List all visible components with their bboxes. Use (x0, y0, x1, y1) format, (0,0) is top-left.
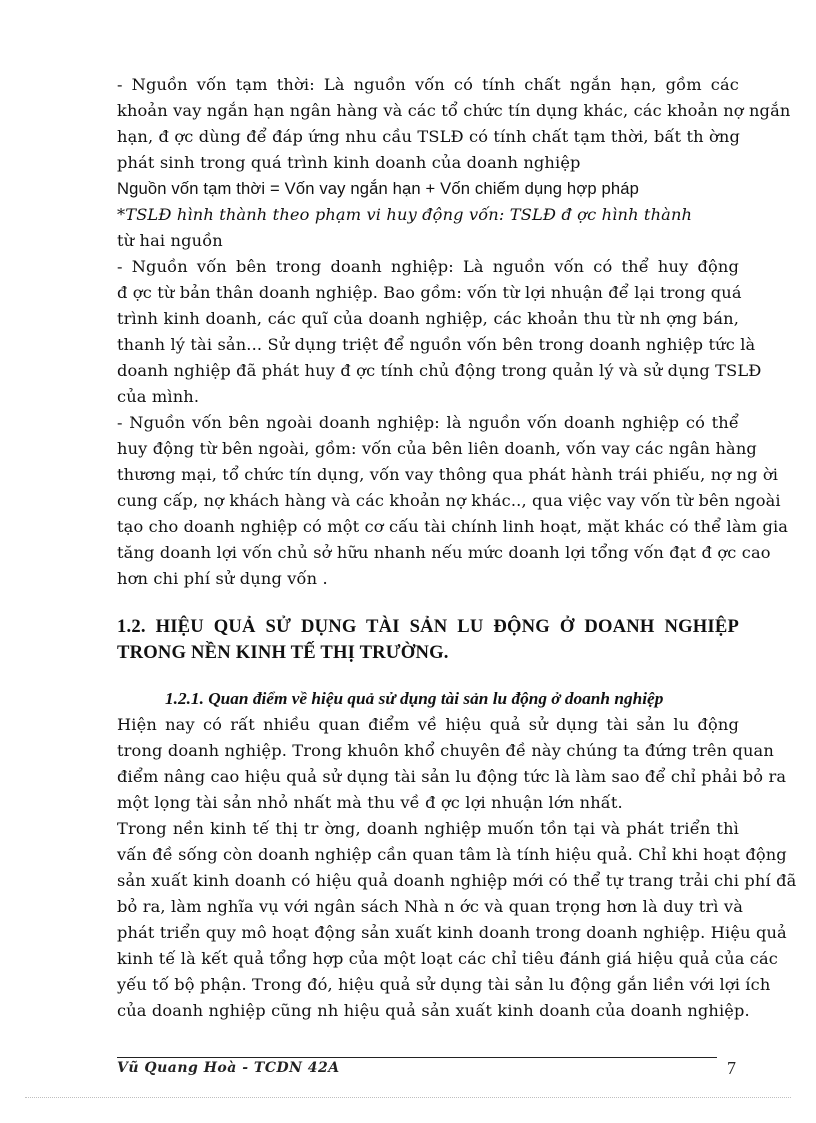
body-line: của doanh nghiệp cũng nh hiệu quả sản xuất kinh doanh của doanh nghiệp. (117, 1001, 750, 1020)
body-line: Hiện nay có rất nhiều quan điểm về hiệu quả sử dụng tài sản lu động (117, 715, 739, 734)
body-line: tạo cho doanh nghiệp có một cơ cấu tài chính linh hoạt, mặt khác có thể làm gia (117, 517, 789, 536)
section-heading: TRONG NỀN KINH TẾ THỊ TRƯỜNG. (117, 642, 449, 663)
body-line: tăng doanh lợi vốn chủ sở hữu nhanh nếu mức doanh lợi tổng vốn đạt đ ợc cao (117, 543, 771, 562)
body-line: thanh lý tài sản... Sử dụng triệt để nguồn vốn bên trong doanh nghiệp tức là (117, 335, 756, 354)
body-line: của mình. (117, 387, 200, 406)
body-line: doanh nghiệp đã phát huy đ ợc tính chủ động trong quản lý và sử dụng TSLĐ (117, 361, 762, 380)
body-line: khoản vay ngắn hạn ngân hàng và các tổ chức tín dụng khác, các khoản nợ ngắn (117, 101, 791, 120)
body-line: - Nguồn vốn bên ngoài doanh nghiệp: là nguồn vốn doanh nghiệp có thể (117, 413, 739, 432)
body-line: vấn đề sống còn doanh nghiệp cần quan tâm là tính hiệu quả. Chỉ khi hoạt động (117, 845, 787, 864)
body-line: *TSLĐ hình thành theo phạm vi huy động vốn: TSLĐ đ ợc hình thành (117, 205, 693, 224)
formula-line: Nguồn vốn tạm thời = Vốn vay ngắn hạn + Vốn chiếm dụng hợp pháp (117, 179, 640, 198)
section-heading: 1.2. HIỆU QUẢ SỬ DỤNG TÀI SẢN LU ĐỘNG Ở DOANH NGHIỆP (117, 616, 739, 637)
body-line: kinh tế là kết quả tổng hợp của một loạt các chỉ tiêu đánh giá hiệu quả của các (117, 949, 779, 968)
body-line: cung cấp, nợ khách hàng và các khoản nợ khác.., qua việc vay vốn từ bên ngoài (117, 491, 781, 510)
body-line: hạn, đ ợc dùng để đáp ứng nhu cầu TSLĐ có tính chất tạm thời, bất th ờng (117, 127, 740, 146)
body-line: từ hai nguồn (117, 231, 223, 250)
body-line: trong doanh nghiệp. Trong khuôn khổ chuyên đề này chúng ta đứng trên quan (117, 741, 774, 760)
subsection-heading: 1.2.1. Quan điểm về hiệu quả sử dụng tài sản lu động ở doanh nghiệp (165, 689, 664, 708)
body-line: Trong nền kinh tế thị tr ờng, doanh nghiệp muốn tồn tại và phát triển thì (117, 819, 739, 838)
body-line: trình kinh doanh, các quĩ của doanh nghiệp, các khoản thu từ nh ợng bán, (117, 309, 739, 328)
body-line: một lọng tài sản nhỏ nhất mà thu về đ ợc lợi nhuận lớn nhất. (117, 793, 623, 812)
body-line: huy động từ bên ngoài, gồm: vốn của bên liên doanh, vốn vay các ngân hàng (117, 439, 757, 458)
footer-divider (117, 1057, 717, 1058)
page-number: 7 (727, 1058, 736, 1078)
body-line: thương mại, tổ chức tín dụng, vốn vay thông qua phát hành trái phiếu, nợ ng ời (117, 465, 779, 484)
page-edge-dots (25, 1097, 791, 1098)
body-line: điểm nâng cao hiệu quả sử dụng tài sản lu động tức là làm sao để chỉ phải bỏ ra (117, 767, 787, 786)
body-line: hơn chi phí sử dụng vốn . (117, 569, 328, 588)
body-line: sản xuất kinh doanh có hiệu quả doanh nghiệp mới có thể tự trang trải chi phí đã (117, 871, 797, 890)
body-line: yếu tố bộ phận. Trong đó, hiệu quả sử dụng tài sản lu động gắn liền với lợi ích (117, 975, 771, 994)
footer-author: Vũ Quang Hoà - TCDN 42A (117, 1060, 340, 1076)
body-line: - Nguồn vốn bên trong doanh nghiệp: Là nguồn vốn có thể huy động (117, 257, 739, 276)
body-line: đ ợc từ bản thân doanh nghiệp. Bao gồm: vốn từ lợi nhuận để lại trong quá (117, 283, 742, 302)
body-line: phát sinh trong quá trình kinh doanh của doanh nghiệp (117, 153, 581, 172)
body-line: - Nguồn vốn tạm thời: Là nguồn vốn có tính chất ngắn hạn, gồm các (117, 75, 739, 94)
body-line: phát triển quy mô hoạt động sản xuất kinh doanh trong doanh nghiệp. Hiệu quả (117, 923, 787, 942)
body-line: bỏ ra, làm nghĩa vụ với ngân sách Nhà n ớc và quan trọng hơn là duy trì và (117, 897, 744, 916)
